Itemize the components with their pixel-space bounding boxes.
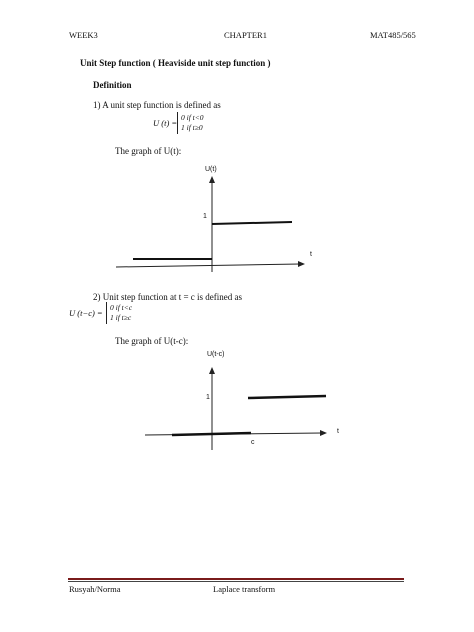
footer-topic: Laplace transform	[213, 584, 276, 594]
item2-text: 2) Unit step function at t = c is defined as	[93, 292, 243, 302]
item1-text: 1) A unit step function is defined as	[93, 100, 221, 110]
graph2-y-arrow	[209, 367, 215, 374]
item2-case1: 0 if t<c	[110, 303, 133, 312]
definition-heading: Definition	[93, 80, 132, 90]
graph2-low-segment	[172, 433, 251, 435]
graph2-x-arrow	[320, 430, 327, 436]
item2-graph-caption: The graph of U(t-c):	[115, 336, 189, 346]
item1-graph-caption: The graph of U(t):	[115, 146, 182, 156]
item1-lhs: U (t) =	[153, 118, 178, 128]
item2-case2: 1 if t≥c	[110, 313, 132, 322]
graph1-tick-1: 1	[203, 213, 207, 220]
header-course: MAT485/565	[370, 30, 416, 40]
section-title: Unit Step function ( Heaviside unit step function )	[80, 58, 271, 68]
item1-case2: 1 if t≥0	[181, 123, 203, 132]
footer-authors: Rusyah/Norma	[69, 584, 121, 594]
header-week: WEEK3	[69, 30, 98, 40]
footer-rule	[68, 578, 404, 580]
graph2-x-label: t	[337, 428, 339, 435]
header-chapter: CHAPTER1	[224, 30, 267, 40]
item1-case1: 0 if t<0	[181, 113, 204, 122]
graph2-y-label: U(t-c)	[207, 351, 225, 358]
graph2-high-segment	[248, 396, 326, 398]
graph2-tick-1: 1	[206, 394, 210, 401]
footer-rule-thin	[68, 581, 404, 582]
graph1-x-label: t	[310, 251, 312, 258]
item2-lhs: U (t−c) =	[69, 308, 103, 318]
graph1-y-label: U(t)	[205, 166, 217, 173]
graph2-c-label: c	[251, 439, 255, 446]
